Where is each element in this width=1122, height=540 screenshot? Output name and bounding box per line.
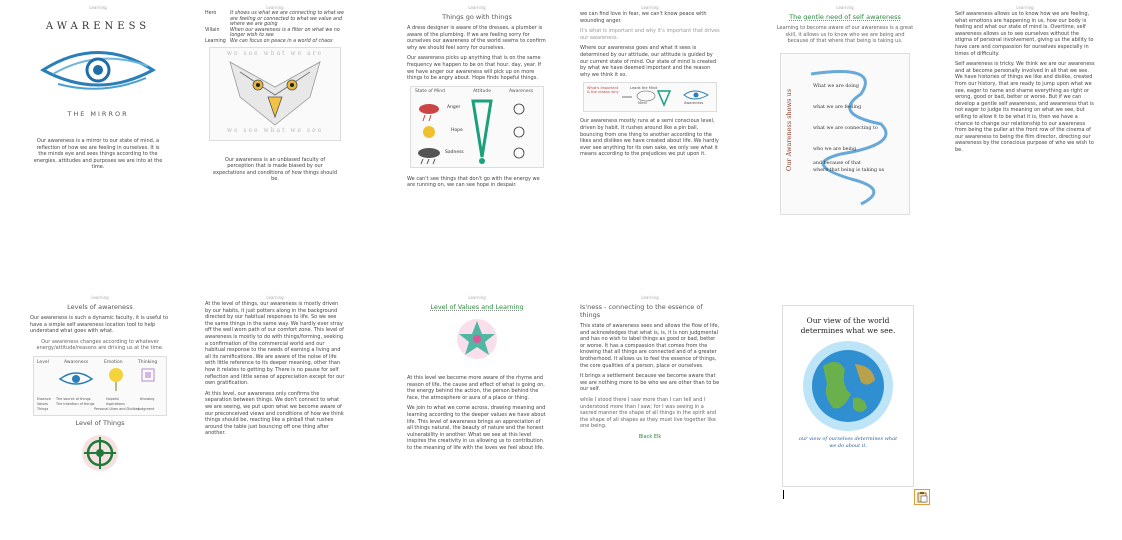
definition-term: Hero <box>205 11 217 16</box>
table-cell: The intention of things <box>56 401 95 406</box>
eagle-face-icon <box>210 57 340 127</box>
levels-table-image[interactable] <box>33 356 167 416</box>
star-image[interactable] <box>445 315 509 363</box>
section-subtitle: Level of Things <box>75 418 125 427</box>
table-cell: Judgment <box>138 406 155 411</box>
table-header: Thinking <box>138 359 158 365</box>
body-text: Where our awareness goes and what it sees is determined by our attitude, our attitude is guided by our current state of mind. Our state of mind is created by what we have deemed important and the reason why we think it so. <box>580 45 717 78</box>
definition-value: It shows us what we are connecting to what we are feeling or connected to what we value and where we are going <box>230 11 344 28</box>
weather-icons <box>411 87 543 167</box>
page-title: Level of Values and Learning <box>430 303 524 311</box>
page-title: AWARENESS <box>45 21 151 32</box>
page-awareness-mirror[interactable] <box>28 5 168 250</box>
page-title: Levels of awareness <box>67 303 133 311</box>
page-world-view[interactable] <box>782 305 914 487</box>
body-text: At this level we become more aware of the rhyme and reason of life, the cause and effect of what is going on, the energy behind the action, the person behind the face, the atmosphere or aura of a place or thing. <box>407 375 545 401</box>
diagram-label: What's Important & the reason why <box>587 86 619 95</box>
definition-value: When our awareness is a filter on what we no longer wish to see <box>230 27 340 39</box>
table-cell: Personal Likes and Dislikes <box>94 406 140 411</box>
table-row-label: Values <box>37 401 49 406</box>
table-cell: Aspirations <box>106 401 125 406</box>
chart-header: Attitude <box>473 88 492 94</box>
diagram-label: Awareness <box>684 101 704 106</box>
page-title: The gentle need of self awareness <box>789 13 901 21</box>
body-text: Self awareness allows us to know how we are feeling, what emotions are happening in us, how our body is feeling and what our state of mind is. Overtime, self awareness allows us to see ourselves without the stigma of personal involvement, giving us the ability to have care and compassion for ourselves especially in times of difficulty. <box>955 11 1094 57</box>
crosshair-icon <box>75 431 125 475</box>
page-subtitle: THE MIRROR <box>67 110 129 118</box>
body-text: Our awareness is a mirror to our state of mind, a reflection of how we are feeling in ourselves. It is the minds eye and sees things according to the energies, attitudes and purposes we are into at the time. <box>33 138 163 171</box>
awareness-lines <box>813 76 884 174</box>
body-text: Self awareness is tricky. We think we are our awareness and at become personally involved in all that we see. We have histories of things we like and dislike, created from our history, that are ready to jump upon what we see, eager to name and shame everything as right or wrong, good or bad, better or worse. But if we can develop a gentle self awareness, and awareness that is not eager to judge its meaning on what we see, but willing to allow it to be what it is, then we have a chance to change our relationship to our awareness from being the puller at the front row of the cinema of our awareness to being the film director, directing our awareness by the conscious purpose of who we wish to be. <box>955 61 1095 153</box>
clipboard-icon <box>916 491 928 503</box>
quote-signature: Black Elk <box>638 433 662 440</box>
earth-globe-icon <box>783 336 913 436</box>
page-header: Learning <box>468 5 486 10</box>
state-of-mind-chart[interactable] <box>410 86 544 168</box>
body-text: Our awareness changes according to whatever energy/attitude/reasons are driving us at the time. <box>36 338 164 352</box>
body-text: Our awareness is such a dynamic faculty, it is useful to have a simple self awareness location tool to help understand what goes with what. <box>30 315 169 335</box>
chart-row-label: Hope <box>451 127 463 133</box>
body-text: A dress designer is aware of the dresses, a plumber is aware of the plumbing. If we are feeling sorry for ourselves our awareness of the world seems to confirm why we should feel sorry for ourselves. <box>407 25 546 51</box>
image-caption-bottom: we see what we see <box>226 126 324 134</box>
definition-row <box>205 11 345 28</box>
image-side-label: Our Awareness shows us <box>785 88 793 171</box>
page-header: Learning <box>266 295 284 300</box>
page-title: Things go with things <box>442 13 512 21</box>
page-hero-villain[interactable] <box>205 5 345 250</box>
awareness-line: What we are doing <box>813 83 859 89</box>
top-quote: Our view of the world determines what we see. <box>800 316 896 335</box>
page-header: Learning <box>641 5 659 10</box>
chart-row-label: Sadness <box>445 149 464 155</box>
body-text: Our awareness picks up anything that is on the same frequency we happen to be on that hour, day, year. If we have anger our awareness will pick up on more things to be angry about. Hope finds hopeful things. <box>407 55 541 82</box>
body-text: At the level of things, our awareness is mostly driven by our habits, it just potters along in the background directed by our habitual responses to life. So we see the same things in the same way. We hardly ever stray off the well worn path of our comfort zone. This level of awareness is mostly to do with things/forming, seeking a confirmation of the commercial world and our habitual response to the needs of earning a living and all its ramifications. We are aware of the noise of life with little reference to its deeper meaning, other than how it relates to getting by. There is no pause for self reflection and little sense of appreciation except for our own gratification. <box>205 301 345 387</box>
page-title: Is'ness - connecting to the essence of things <box>580 303 703 319</box>
page-level-of-things[interactable] <box>205 295 345 525</box>
page-header: Learning <box>641 295 659 300</box>
page-values-learning[interactable] <box>407 295 547 525</box>
eagle-image[interactable] <box>209 47 341 141</box>
table-header: Level <box>37 359 49 365</box>
image-caption-top: we see what we are <box>226 49 324 57</box>
quote-text: while I stood there I saw more than I can tell and I understood more than I saw; for I was seeing in a sacred manner the shape of all things in the spirit and the shape of all shapes as they must live together like one being. <box>580 396 717 430</box>
definition-term: Villain <box>205 27 220 33</box>
body-text: Our awareness mostly runs at a semi conscious level, driven by habit. It rushes around like a pin ball, bouncing from one thing to another according to the likes and dislikes we have created about life. We hardly ever see anything for its own sake, we only see what it means according to the prejudices we put upon it. <box>580 118 719 158</box>
page-isness[interactable] <box>580 295 720 525</box>
definition-term: Learning <box>205 38 226 44</box>
table-cell: The source of things <box>56 396 91 401</box>
star-burst-icon <box>445 315 509 363</box>
body-text: we can find love in fear, we can't know peace with wounding anger. <box>580 11 707 24</box>
table-header: Awareness <box>64 359 89 365</box>
body-text: Learning to become aware of our awareness is a great skill, it allows us to know who we are being and because of that where that being is taking us. <box>776 25 914 45</box>
awareness-line: who we are being <box>813 146 857 152</box>
paste-options-icon[interactable] <box>914 489 930 505</box>
level-of-things-image[interactable] <box>75 431 125 475</box>
page-header: Learning <box>836 5 854 10</box>
bottom-quote: our view of ourselves determines what we do about it. <box>798 436 898 449</box>
diagram-label: Mind <box>638 101 647 106</box>
awareness-line: what we are feeling <box>813 104 862 110</box>
page-header: Learning <box>266 5 284 10</box>
page-gentle-self-awareness[interactable] <box>775 5 915 250</box>
body-text: It's what is important and why it's important that drives our awareness. <box>580 28 720 41</box>
chart-header: Awareness <box>509 88 534 94</box>
eye-logo-icon <box>38 40 158 100</box>
body-text: We join to what we come across, drawing meaning and learning according to the deeper values we have about life. This level of awareness brings an appreciation of all things natural, the beauty of nature and the honest vulnerability in another. What we see at this level inspires the creativity in us allowing us to contribution to the meaning of life with the loves we feel about life. <box>407 405 546 451</box>
awareness-line: what we are connecting to <box>813 125 878 131</box>
chart-header: State of Mind <box>415 88 445 94</box>
page-header: Learning <box>89 5 107 10</box>
table-cell: Hopeful <box>106 396 120 401</box>
chart-row-label: Anger <box>447 104 461 110</box>
definition-value: We can focus on peace in a world of chaos <box>230 38 333 44</box>
table-row-label: Essence <box>37 396 51 401</box>
table-cell: Knowing <box>140 396 155 401</box>
body-text: At this level, our awareness only confirms the separation between things. We don't connect to what we are seeing, we put upon what we become aware of our preconceived views and conditions of how we think things should be, reacting like a pinball that rushes around the table just bouncing off one thing after another. <box>205 390 344 437</box>
body-text: It brings a settlement because we become aware that we are nothing more to be who we are other than to be our self. <box>580 373 720 393</box>
awareness-line: where that being is taking us <box>813 167 885 173</box>
page-things-go-with-things[interactable] <box>407 5 547 250</box>
page-header: Learning <box>468 295 486 300</box>
body-text: We can't see things that don't go with the energy we are running on, we can see hope in despair. <box>407 175 540 189</box>
definitions-list <box>205 11 345 45</box>
flow-arrows-icon <box>584 83 716 111</box>
page-header: Learning <box>91 295 109 300</box>
page-levels-of-awareness[interactable] <box>30 295 170 525</box>
diagram-label: Leads the Mind <box>630 86 658 91</box>
table-header: Emotion <box>104 359 123 365</box>
table-row-label: Things <box>37 406 49 411</box>
page-header: Learning <box>1016 5 1034 10</box>
body-text: This state of awareness sees and allows the flow of life, and acknowledges that what is, is, it is non judgmental and has no wish to label things as good or bad, better or worse. It has a compassion that comes from the knowing that all things are connected and of a greater brotherhood. It allows us to feel the essence of things, the core qualities of a person, place or ourselves. <box>580 323 720 369</box>
definition-row <box>205 28 345 39</box>
body-text: Our awareness is an unbiased faculty of perception that is made biased by our expectations and conditions of how things should be. <box>213 156 337 183</box>
text-cursor <box>783 490 784 499</box>
awareness-line: and because of that <box>813 160 861 166</box>
page-awareness-drivers[interactable] <box>580 5 720 250</box>
mind-flow-diagram[interactable] <box>583 82 717 112</box>
definition-row <box>205 39 345 45</box>
awareness-shows-image[interactable] <box>780 53 910 215</box>
page-self-awareness[interactable] <box>955 5 1095 250</box>
